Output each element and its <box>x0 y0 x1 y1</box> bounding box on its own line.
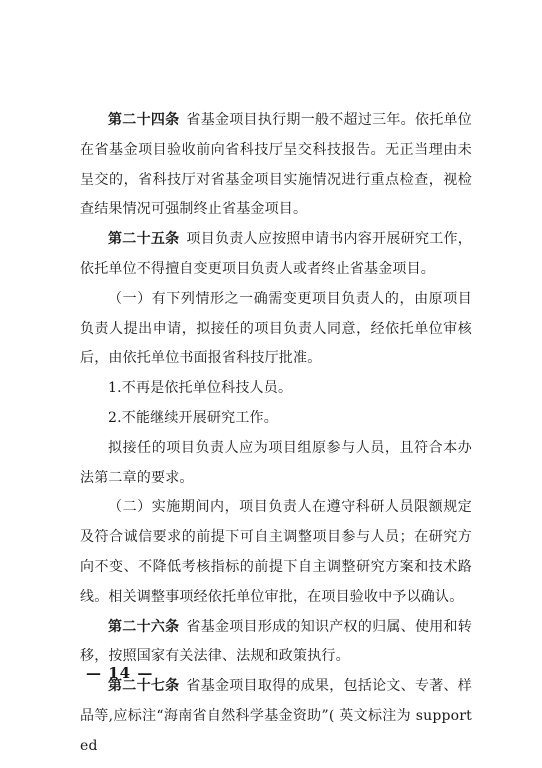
successor-requirement-paragraph <box>80 434 472 494</box>
clause-two-paragraph <box>80 493 472 612</box>
article-25-paragraph <box>80 225 472 285</box>
article-27-paragraph <box>80 672 472 761</box>
article-heading: 第二十六条 <box>108 618 180 635</box>
paragraph-text: （一）有下列情形之一确需变更项目负责人的，由原项目负责人提出申请，拟接任的项目负责人同意，经依托单位审核后，由依托单位书面报省科技厅批准。 <box>80 290 472 367</box>
list-item-2 <box>80 404 472 434</box>
list-item-1 <box>80 374 472 404</box>
page-number: — 14 — <box>86 664 154 682</box>
paragraph-text: 省基金项目执行期一般不超过三年。依托单位在省基金项目验收前向省科技厅呈交科技报告。无正当理由未呈交的，省科技厅对省基金项目实施情况进行重点检查，视检查结果情况可强制终止省基金项目。 <box>80 112 473 218</box>
article-heading: 第二十七条 <box>108 678 180 695</box>
article-heading: 第二十五条 <box>108 231 180 248</box>
paragraph-text: 拟接任的项目负责人应为项目组原参与人员，且符合本办法第二章的要求。 <box>80 439 472 486</box>
paragraph-text: 1.不再是依托单位科技人员。 <box>108 380 293 397</box>
clause-one-paragraph <box>80 285 472 374</box>
paragraph-text: （二）实施期间内，项目负责人在遵守科研人员限额规定及符合诚信要求的前提下可自主调整项目参与人员；在研究方向不变、不降低考核指标的前提下自主调整研究方案和技术路线。相关调整事项经依托单位审批，在项目验收中予以确认。 <box>80 499 472 605</box>
paragraph-text: 省基金项目取得的成果，包括论文、专著、样品等,应标注“海南省自然科学基金资助”( 英文标注为 supported <box>80 678 473 754</box>
article-heading: 第二十四条 <box>108 112 180 128</box>
article-24-paragraph <box>80 106 472 225</box>
paragraph-text: 项目负责人应按照申请书内容开展研究工作，依托单位不得擅自变更项目负责人或者终止省基金项目。 <box>80 231 473 277</box>
paragraph-text: 省基金项目形成的知识产权的归属、使用和转移，按照国家有关法律、法规和政策执行。 <box>80 618 473 665</box>
paragraph-text: 2.不能继续开展研究工作。 <box>108 409 278 426</box>
